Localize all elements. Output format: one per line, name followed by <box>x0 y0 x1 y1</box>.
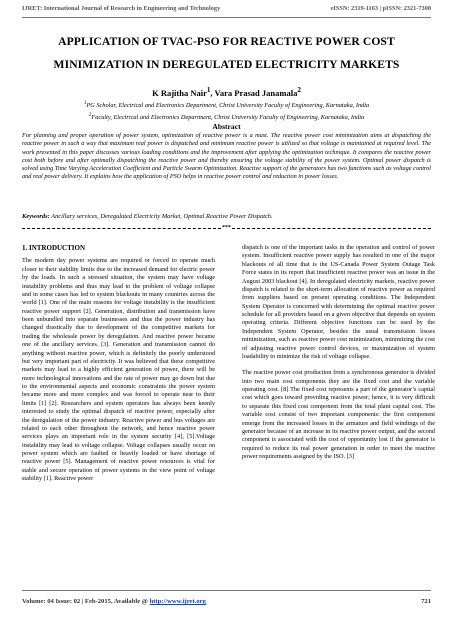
keywords <box>22 213 431 220</box>
right-paragraph-1: dispatch is one of the important tasks in the operation and control of power system. Insufficient reactive power supply has resulted in one of the major blackouts of all time that is the US-Canada Power System Outage Task Force states in its report that insufficient reactive power was an issue in the August 2003 blackout [4]. In deregulated electricity markets, reactive power dispatch is related to the short-term allocation of reactive power as required from suppliers based on present operating conditions. The Independent System Operator is concerned with determining the optimal reactive power schedule for all providers based on a given objective that depends on system operating criteria. Different objective functions can be used by the Independent System Operator, besides the usual transmission losses minimization, such as reactive power cost minimization, minimizing the cost of adjusting reactive power control devices, or maximization of system loadability to minimize the risk of voltage collapse. <box>242 244 435 360</box>
page-footer <box>22 598 431 605</box>
footer-volume-text: Volume: 04 Issue: 02 | Feb-2015, Available @ <box>22 598 150 605</box>
affiliation-2 <box>22 111 431 123</box>
affiliation-2-text: Faculty, Electrical and Electronics Department, Christ University Faculty of Engineering, Karnataka, India <box>91 113 365 121</box>
keywords-text: Ancillary services, Deregulated Electricity Market, Optimal Reactive Power Dispatch. <box>49 213 273 220</box>
footer-rule <box>22 590 431 591</box>
introduction-heading: 1. INTRODUCTION <box>22 244 86 252</box>
author-list <box>22 86 431 98</box>
author-2-sup: 2 <box>297 86 301 94</box>
separator-dash-right <box>232 228 431 229</box>
issn-text: eISSN: 2319-1163 | pISSN: 2321-7308 <box>330 5 431 12</box>
keywords-label: Keywords: <box>22 213 50 220</box>
right-paragraph-2: The reactive power cost production from a synchronous generator is divided into two main cost components they are the fixed cost and the variable operating cost. [8] The fixed cost represents a part of the generator’s capital cost which goes toward providing reactive power; hence, it is very difficult to separate this fixed cost component from the total plant capital cost. The variable cost consist of two important components: the first component emerge from the increased losses in the armature and field windings of the generator because of an increase in its reactive power output, and the second component is associated with the cost of opportunity lost if the generator is required to reduce its real power generation in order to meet the reactive power requirements assigned by the ISO. [3] <box>242 369 435 460</box>
left-column <box>22 244 215 492</box>
author-1-sup: 1 <box>206 86 211 94</box>
affiliation-1 <box>22 99 431 111</box>
header-rule <box>22 17 431 18</box>
title-line-2: MINIMIZATION IN DEREGULATED ELECTRICITY MARKETS <box>53 58 400 71</box>
running-header <box>22 5 431 12</box>
paper-title <box>22 30 431 76</box>
right-column <box>242 244 435 469</box>
affiliation-1-sup: 1 <box>83 100 87 106</box>
separator-stars: *** <box>222 225 231 231</box>
page-number: 721 <box>421 598 431 605</box>
author-1: K Rajitha Nair <box>152 87 207 98</box>
affiliation-2-sup: 2 <box>88 111 92 118</box>
title-line-1: APPLICATION OF TVAC-PSO FOR REACTIVE POWER COST <box>58 35 395 48</box>
section-separator <box>22 224 431 232</box>
separator-dash-left <box>22 228 221 229</box>
abstract-text: For planning and proper operation of power system, optimization of reactive power is a must. The reactive power cost minimization aims at dispatching the reactive power in such a way that maximum real power is dispatched and minimum reactive power is utilized so that voltage is maintained at required level. The work presented in this paper discusses various loading conditions and the improvement after applying the optimization technique. It compares the reactive power cost both before and after optimally dispatching the reactive power and thereby ensuring the voltage stability of the power system. Optimal power dispatch is solved using Time Varying Acceleration Coefficient and Particle Swarm Optimization. Reactive support of the generators has two functions such as voltage control and real power delivery. It explains how the application of PSO helps in reactive power control and reduction in power losses. <box>22 132 431 181</box>
footer-volume <box>22 598 206 605</box>
left-paragraph-1: The modern day power systems are required or forced to operate much closer to their stability limits due to the increased demand for electric power by the loads. In such a stressed situation, the system may have voltage instability problems and thus may lead to the problem of voltage collapse and in some cases has led to system blackouts in many countries across the world [1]. One of the main reasons for voltage instability is the insufficient reactive power support [2]. Generation, distribution and transmission have been unbundled into separate businesses and thus the power industry has changed drastically due to development of the competitive markets for trading the wholesale power by deregulation. And reactive power became one of the ancillary services. [3]. Generation and transmission cannot do anything without reactive power, which is definitely the poorly understood but very important part of electricity. It was believed that these competitive markets may lead to a highly efficient generation of power, there will be more technological innovations and the rate of power may go down but due to the environmental aspects and economic constraints the power system became more and more complex and was forced to operate near to their limits [1] [2]. Researchers and system operators has always been keenly interested to study the optimal dispatch of reactive power, especially after the deregulation of the power industry. Reactive power and bus voltages are related to each other throughout the network, and hence reactive power services plays an important role in the system security [4], [5].Voltage instability may lead to voltage collapse. Voltage collapses usually occur on power system which are faulted or heavily loaded or have shortage of reactive power [5]. Management of reactive power resources is vital for stable and secure operation of power systems in the view point of voltage stability [1]. Reactive power <box>22 257 215 483</box>
author-2: Vara Prasad Janamala <box>214 87 298 98</box>
affiliation-1-text: PG Scholar, Electrical and Electronics Department, Christ University Faculty of Engineering, Karnataka, India <box>86 102 370 110</box>
author-separator: , <box>210 87 215 98</box>
journal-link[interactable]: http://www.ijret.org <box>149 598 206 605</box>
journal-name: IJRET: International Journal of Research in Engineering and Technology <box>22 5 221 12</box>
affiliations <box>22 99 431 123</box>
abstract-heading: Abstract <box>212 122 241 131</box>
